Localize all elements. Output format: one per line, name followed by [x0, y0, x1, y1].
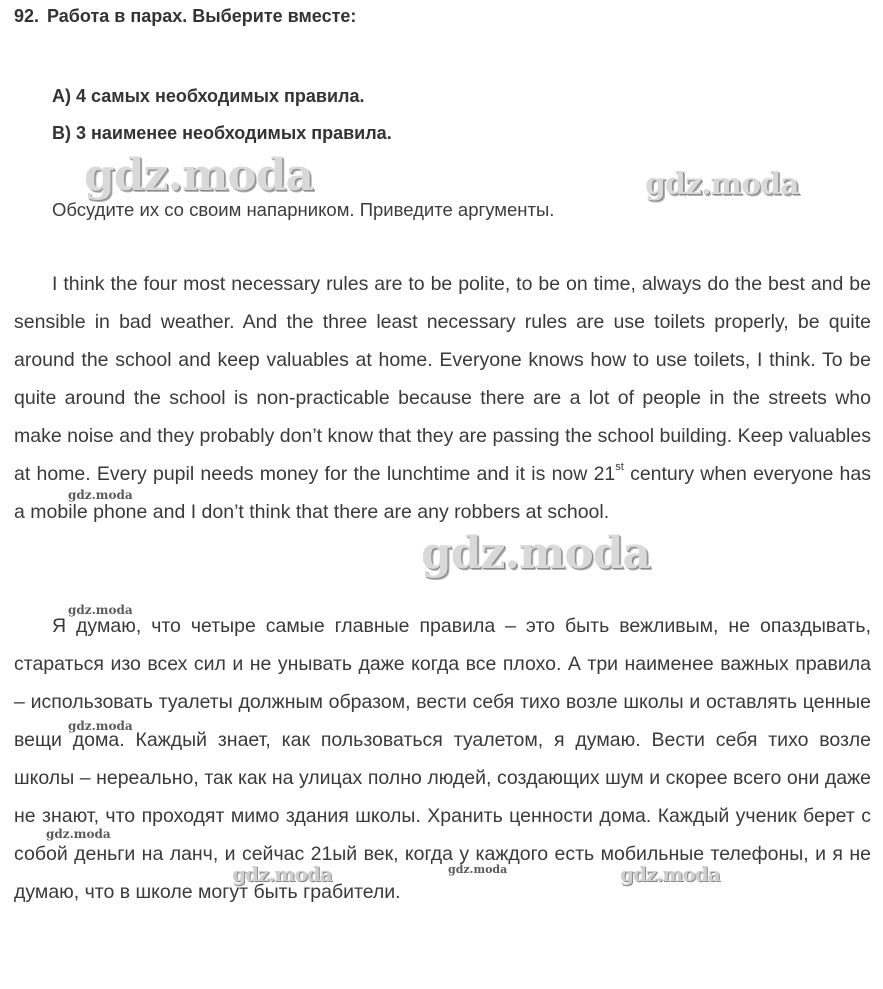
watermark-logo: gdz.moda [84, 150, 314, 201]
exercise-title: Работа в парах. Выберите вместе: [47, 6, 357, 26]
exercise-number: 92. [14, 6, 40, 26]
watermark-small: gdz.moda [68, 719, 133, 733]
answer-russian: Я думаю, что четыре самые главные правила – это быть вежливым, не опаздывать, стараться изо всех сил и не унывать даже когда все плохо. А три наименее важных правила – использовать туалеты должным образом, вести себя тихо возле школы и оставлять ценные вещи дома. Каждый знает, как пользоваться туалетом, я думаю. Вести себя тихо возле школы – нереально, так как на улицах полно людей, создающих шум и скорее всего они даже не знают, что проходят мимо здания школы. Хранить ценности дома. Каждый ученик берет с собой деньги на ланч, и сейчас 21ый век, когда у каждого есть мобильные телефоны, и я не думаю, что в школе могут быть грабители. [14, 615, 871, 903]
option-b: B) 3 наименее необходимых правила. [52, 123, 392, 143]
answer-english [14, 265, 871, 531]
answer-english-part1: I think the four most necessary rules are to be polite, to be on time, always do the best and be sensible in bad weather. And the three least necessary rules are use toilets properly, be quite around the school and keep valuables at home. Everyone knows how to use toilets, I think. To be quite around the school is non-practicable because there are a lot of people in the streets who make noise and they probably don’t know that they are passing the school building. Keep valuables at home. Every pupil needs money for the lunchtime and it is now 21 [14, 273, 871, 485]
watermark-small: gdz.moda [448, 863, 508, 876]
watermark-logo: gdz.moda [645, 167, 799, 202]
watermark-small: gdz.moda [68, 488, 133, 502]
watermark-small: gdz.moda [46, 827, 111, 841]
option-a: A) 4 самых необходимых правила. [52, 86, 365, 106]
answer-english-part2: century when everyone has a mobile phone and I don’t think that there are any robbers at school. [14, 463, 871, 523]
watermark-medium: gdz.moda [232, 862, 332, 886]
ordinal-suffix: st [615, 460, 624, 473]
instruction-text: Обсудите их со своим напарником. Приведите аргументы. [52, 199, 555, 220]
watermark-medium: gdz.moda [620, 862, 720, 886]
watermark-logo: gdz.moda [421, 528, 651, 579]
exercise-heading [14, 6, 356, 27]
watermark-small: gdz.moda [68, 603, 133, 617]
